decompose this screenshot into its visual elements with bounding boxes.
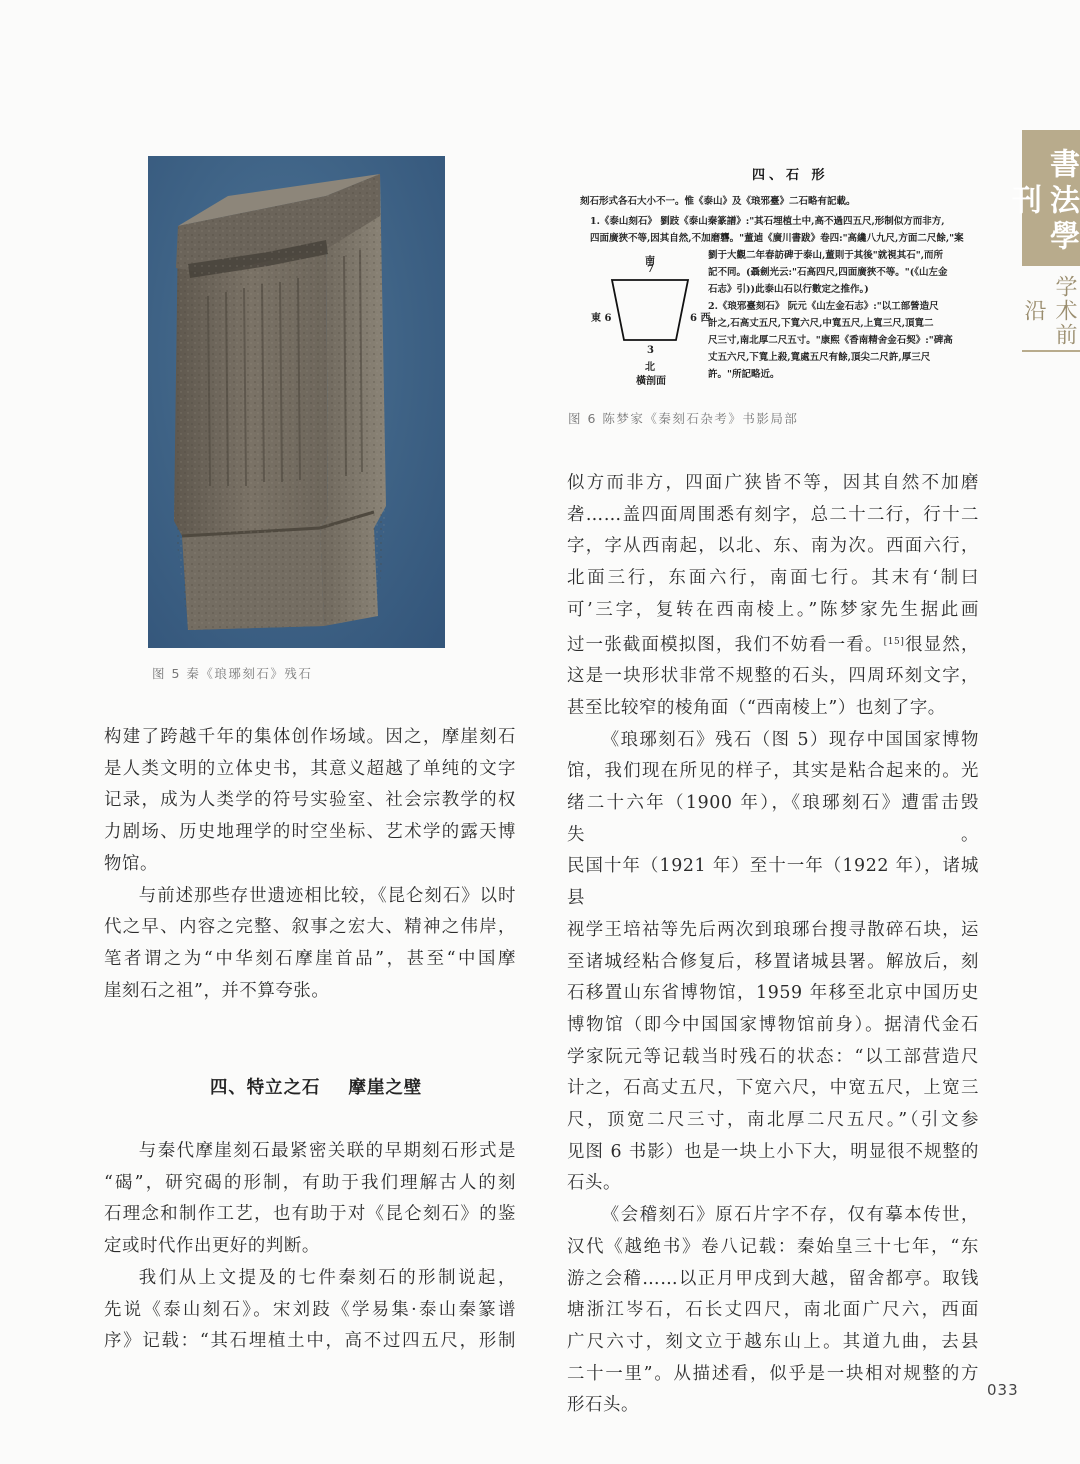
book-line: 2.《琅邪臺刻石》 阮元《山左金石志》:"以工部營造尺 bbox=[708, 301, 939, 312]
book-line: 1.《泰山刻石》 劉跂《泰山秦篆譜》:"其石埋植土中,高不過四五尺,形制似方而非方, bbox=[590, 216, 945, 227]
text-line: 石头。 bbox=[567, 1173, 621, 1194]
text-line: 与秦代摩崖刻石最紧密关联的早期刻石形式是 bbox=[138, 1141, 516, 1161]
text-line: 二十一里”。从描述看，似乎是一块相对规整的方 bbox=[567, 1363, 979, 1384]
figure-5-caption: 图 5 秦《琅琊刻石》残石 bbox=[152, 666, 313, 681]
diagram-right-label: 6 西 bbox=[690, 313, 711, 324]
left-column-bottom bbox=[104, 1136, 516, 1358]
text-line: 甚至比较窄的棱角面（“西南棱上”）也刻了字。 bbox=[567, 697, 946, 718]
text-line: 《琅琊刻石》残石（图 5）现存中国国家博物 bbox=[601, 729, 979, 750]
text-line: 我们从上文提及的七件秦刻石的形制说起， bbox=[138, 1267, 516, 1288]
text-line: 尺，顶宽二尺三寸，南北厚二尺五尺。”（引文参 bbox=[567, 1110, 979, 1131]
section-tab bbox=[1006, 130, 1080, 358]
page-number: 033 bbox=[987, 1381, 1019, 1399]
book-line: 許。"所記略近。 bbox=[708, 369, 780, 380]
text-line: 绪二十六年（1900 年），《琅琊刻石》遭雷击毁失。 bbox=[567, 793, 979, 845]
book-intro: 刻石形式各石大小不一。惟《泰山》及《琅邪臺》二石略有記載。 bbox=[580, 196, 856, 207]
section-heading: 四、特立之石 摩崖之壁 bbox=[210, 1078, 423, 1098]
left-column-top bbox=[104, 722, 516, 1007]
text-line: 游之会稽……以正月甲戌到大越，留舍都亭。取钱 bbox=[567, 1268, 979, 1289]
text-line: 先说《泰山刻石》。宋刘跂《学易集·泰山秦篆谱 bbox=[104, 1299, 516, 1320]
journal-brand: 書法學刊 bbox=[1022, 130, 1080, 266]
text-line: 学家阮元等记载当时残石的状态：“以工部营造尺 bbox=[567, 1046, 979, 1067]
text-line: 馆，我们现在所见的样子，其实是粘合起来的。光 bbox=[567, 761, 979, 782]
book-side-lines bbox=[708, 247, 953, 383]
text-line: 《会稽刻石》原石片字不存，仅有摹本传世， bbox=[601, 1205, 979, 1226]
text-segment: 很显然， bbox=[904, 634, 979, 655]
figure-5-stone-photo bbox=[148, 156, 445, 648]
book-section-title: 四、石 形 bbox=[752, 168, 829, 183]
diagram-left-label: 東 6 bbox=[591, 313, 612, 324]
text-line: 记录，成为人类学的符号实验室、社会宗教学的权 bbox=[104, 790, 516, 811]
right-column bbox=[567, 468, 979, 1422]
text-line: 塘浙江岑石，石长丈四尺，南北面广尺六，西面 bbox=[567, 1300, 979, 1321]
text-line: 这是一块形状非常不规整的石头，四周环刻文字， bbox=[567, 666, 979, 687]
text-line: 形石头。 bbox=[567, 1395, 639, 1416]
text-line: 定或时代作出更好的判断。 bbox=[104, 1236, 320, 1257]
book-line: 計之,石高丈五尺,下寬六尺,中寬五尺,上寬三尺,頂寬二 bbox=[708, 318, 934, 329]
text-line: 崖刻石之祖”，并不算夸张。 bbox=[104, 980, 330, 1001]
text-line: 是人类文明的立体史书，其意义超越了单纯的文字 bbox=[104, 758, 516, 779]
text-line: 构建了跨越千年的集体创作场域。因之，摩崖刻石 bbox=[104, 727, 516, 747]
text-line: 见图 6 书影）也是一块上小下大，明显很不规整的 bbox=[567, 1141, 979, 1162]
text-line: 石移置山东省博物馆，1959 年移至北京中国历史 bbox=[567, 983, 979, 1004]
text-line: 至诸城经粘合修复后，移置诸城县署。解放后，刻 bbox=[567, 951, 979, 972]
text-line-with-footnote bbox=[567, 627, 979, 662]
book-line: 尺三寸,南北厚二尺五寸。"康熙《香南精舍金石契》:"碑高 bbox=[708, 335, 953, 346]
text-line: 计之，石高丈五尺，下宽六尺，中宽五尺，上宽三 bbox=[567, 1078, 979, 1099]
text-line: 砻……盖四面周围悉有刻字，总二十二行，行十二 bbox=[567, 504, 979, 525]
text-line: 字，字从西南起，以北、东、南为次。西面六行， bbox=[567, 536, 979, 557]
book-line: 丈五六尺,下寬上殺,寬處五尺有餘,頂尖二尺許,厚三尺 bbox=[708, 352, 931, 363]
section-label: 学术前沿 bbox=[1022, 266, 1080, 352]
text-line: 汉代《越绝书》卷八记载：秦始皇三十七年，“东 bbox=[567, 1236, 979, 1257]
text-line: 物馆。 bbox=[104, 853, 158, 874]
text-line: 视学王培祜等先后两次到琅琊台搜寻散碎石块，运 bbox=[567, 919, 979, 940]
text-line: 北面三行，东面六行，南面七行。其末有‘制曰 bbox=[567, 568, 979, 589]
diagram-bottom-number: 3 bbox=[647, 345, 654, 356]
footnote-ref: [15] bbox=[883, 636, 905, 647]
text-line: 力剧场、历史地理学的时空坐标、艺术学的露天博 bbox=[104, 822, 516, 843]
text-line: 笔者谓之为“中华刻石摩崖首品”，甚至“中国摩 bbox=[104, 948, 516, 969]
diagram-bottom-direction: 北 bbox=[645, 362, 655, 373]
text-line: 与前述那些存世遗迹相比较，《昆仑刻石》以时 bbox=[138, 885, 516, 906]
diagram-caption: 橫剖面 bbox=[636, 376, 666, 387]
text-line: 博物馆（即今中国国家博物馆前身）。据清代金石 bbox=[567, 1014, 979, 1035]
book-line: 劉于大觀二年春訪碑于泰山,董則于其後"就視其石",而所 bbox=[708, 250, 944, 261]
text-line: 可’三字，复转在西南棱上。”陈梦家先生据此画 bbox=[567, 599, 979, 620]
figure-6-caption: 图 6 陈梦家《秦刻石杂考》书影局部 bbox=[568, 411, 799, 426]
book-line: 記不同。(聶劍光云:"石高四尺,四面廣狹不等。"(《山左金 bbox=[708, 267, 948, 278]
book-line: 四面廣狹不等,因其自然,不加磨礱。"董逌《廣川書跋》卷四:"高纔八九尺,方面二尺餘,"案 bbox=[590, 233, 964, 244]
diagram-top-direction: 南 bbox=[645, 256, 655, 267]
book-line: 石志》引))此泰山石以行數定之推作。) bbox=[708, 284, 869, 295]
text-segment: 过一张截面模拟图，我们不妨看一看。 bbox=[567, 634, 884, 655]
text-line: “碣”，研究碣的形制，有助于我们理解古人的刻 bbox=[104, 1172, 516, 1193]
text-line: 石理念和制作工艺，也有助于对《昆仑刻石》的鉴 bbox=[104, 1204, 516, 1225]
diagram-top-number: 7 bbox=[647, 264, 654, 275]
text-line: 代之早、内容之完整、叙事之宏大、精神之伟岸， bbox=[104, 917, 516, 938]
text-line: 广尺六寸，刻文立于越东山上。其道九曲，去县 bbox=[567, 1331, 979, 1352]
book-top-lines bbox=[590, 213, 964, 247]
text-line: 民国十年（1921 年）至十一年（1922 年），诸城县 bbox=[567, 856, 979, 909]
text-line: 序》记载：“其石埋植土中，高不过四五尺，形制 bbox=[104, 1331, 516, 1352]
text-line: 似方而非方，四面广狭皆不等，因其自然不加磨 bbox=[567, 473, 979, 493]
